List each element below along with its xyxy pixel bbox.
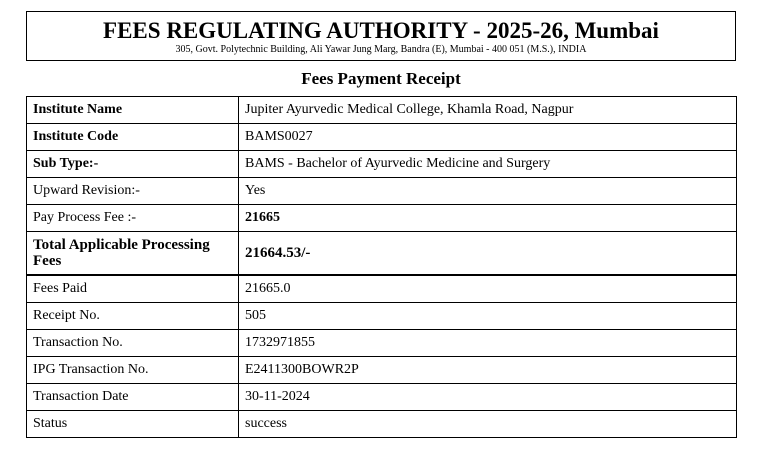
institute-code-label: Institute Code [27, 124, 239, 151]
row-fees-paid [27, 275, 737, 303]
institute-name-value: Jupiter Ayurvedic Medical College, Khamla Road, Nagpur [239, 97, 737, 124]
fees-paid-value: 21665.0 [239, 275, 737, 303]
row-receipt-no [27, 303, 737, 330]
row-status [27, 411, 737, 438]
institute-code-value: BAMS0027 [239, 124, 737, 151]
ipg-transaction-no-label: IPG Transaction No. [27, 357, 239, 384]
row-upward-revision [27, 178, 737, 205]
transaction-date-label: Transaction Date [27, 384, 239, 411]
sub-type-label: Sub Type:- [27, 151, 239, 178]
receipt-table [26, 96, 737, 438]
sub-type-value: BAMS - Bachelor of Ayurvedic Medicine and Surgery [239, 151, 737, 178]
transaction-date-value: 30-11-2024 [239, 384, 737, 411]
row-transaction-date [27, 384, 737, 411]
fees-paid-label: Fees Paid [27, 275, 239, 303]
total-processing-fees-value: 21664.53/- [239, 232, 737, 276]
row-ipg-transaction-no [27, 357, 737, 384]
status-label: Status [27, 411, 239, 438]
pay-process-fee-value: 21665 [239, 205, 737, 232]
receipt-title: Fees Payment Receipt [301, 69, 461, 88]
row-sub-type [27, 151, 737, 178]
status-value: success [239, 411, 737, 438]
authority-header [26, 11, 736, 61]
row-transaction-no [27, 330, 737, 357]
ipg-transaction-no-value: E2411300BOWR2P [239, 357, 737, 384]
row-pay-process-fee [27, 205, 737, 232]
transaction-no-value: 1732971855 [239, 330, 737, 357]
transaction-no-label: Transaction No. [27, 330, 239, 357]
authority-address: 305, Govt. Polytechnic Building, Ali Yawar Jung Marg, Bandra (E), Mumbai - 400 051 (M.S.), INDIA [175, 44, 587, 55]
receipt-no-label: Receipt No. [27, 303, 239, 330]
row-institute-code [27, 124, 737, 151]
total-processing-fees-label: Total Applicable Processing Fees [27, 232, 239, 276]
upward-revision-label: Upward Revision:- [27, 178, 239, 205]
row-total-processing-fees [27, 232, 737, 276]
row-institute-name [27, 97, 737, 124]
institute-name-label: Institute Name [27, 97, 239, 124]
authority-title: FEES REGULATING AUTHORITY - 2025-26, Mumbai [103, 18, 659, 43]
upward-revision-value: Yes [239, 178, 737, 205]
pay-process-fee-label: Pay Process Fee :- [27, 205, 239, 232]
receipt-no-value: 505 [239, 303, 737, 330]
